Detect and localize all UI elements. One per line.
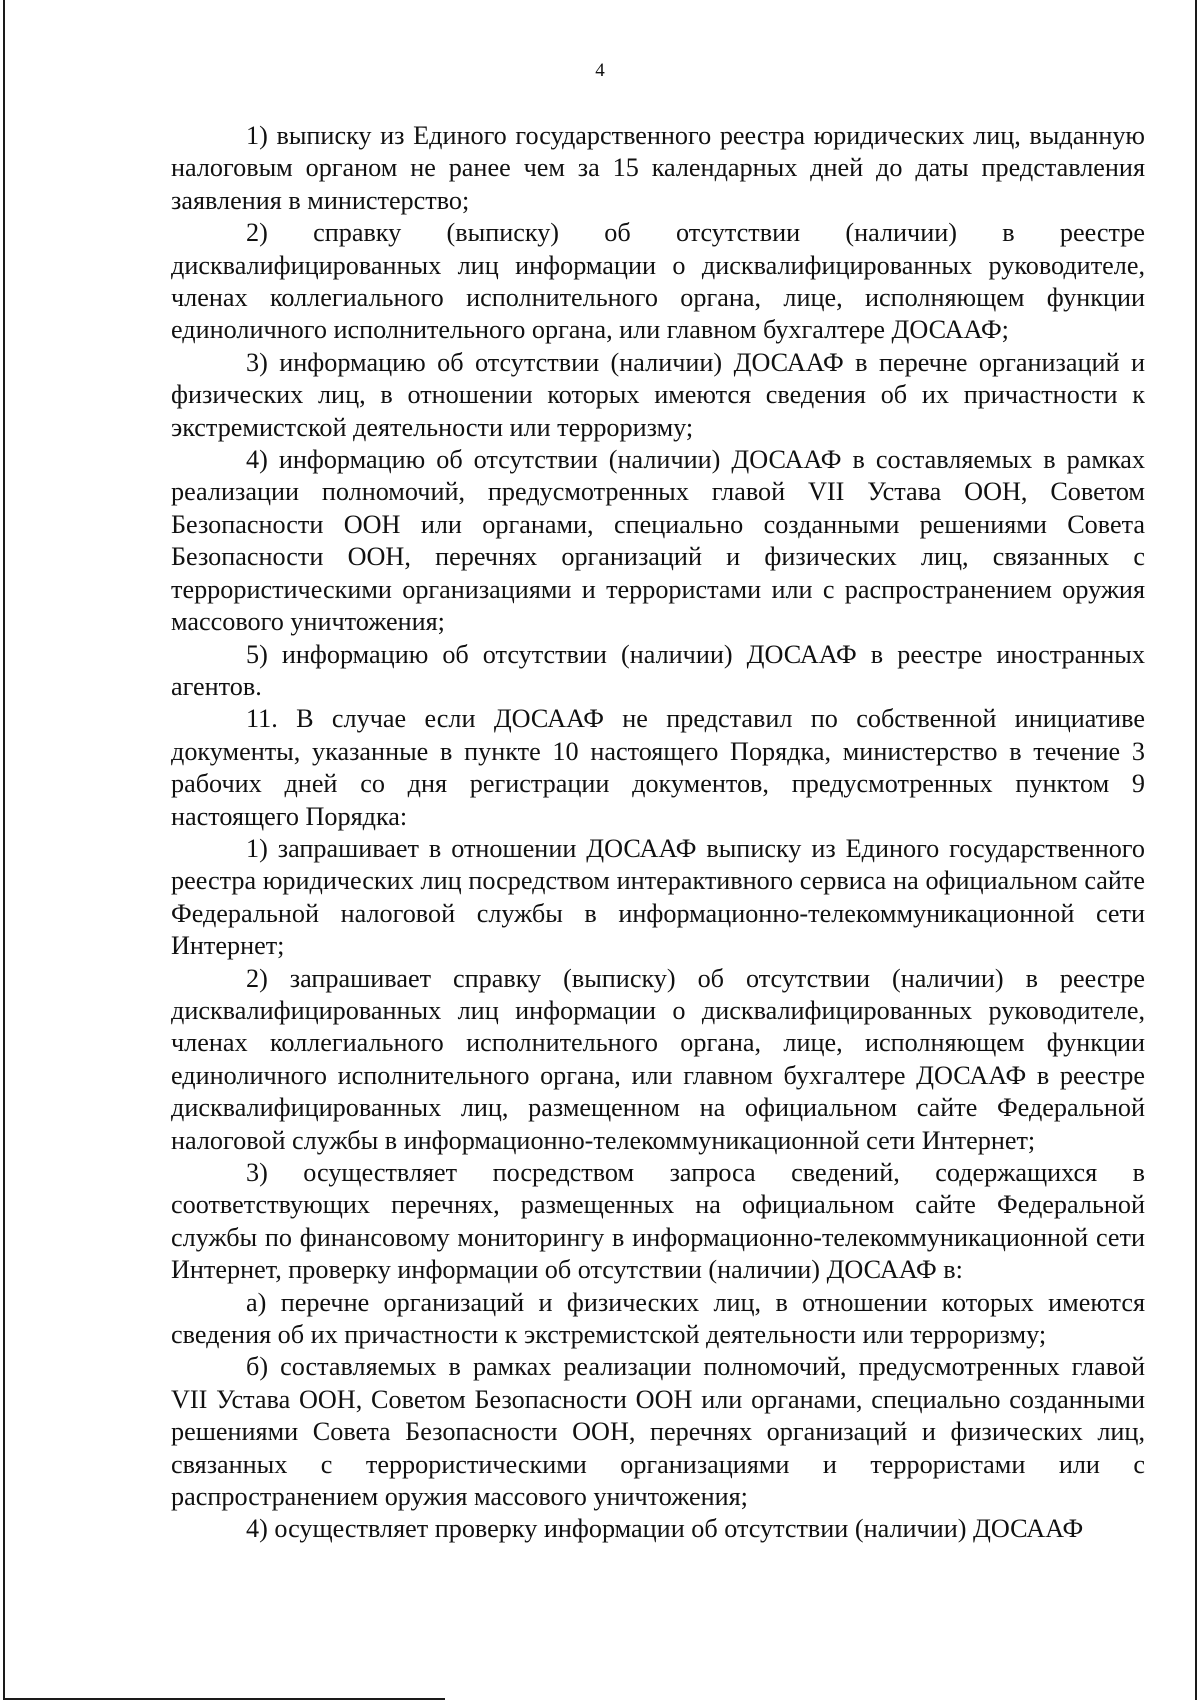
paragraph-item-4: 4) информацию об отсутствии (наличии) ДОСААФ в составляемых в рамках реализации полномочий, предусмотренных главой VII Устава ООН, Советом Безопасности ООН или органами, специально созданными решениями Совета Безопасности ООН, перечнях организаций и физических лиц, связанных с террористическими организациями и террористами или с распространением оружия массового уничтожения;: [171, 445, 1145, 637]
paragraph-item-2: 2) справку (выписку) об отсутствии (наличии) в реестре дисквалифицированных лиц информации о дисквалифицированных руководителе, членах коллегиального исполнительного органа, лице, исполняющем функции единоличного исполнительного органа, или главном бухгалтере ДОСААФ;: [171, 218, 1145, 345]
paragraph-subitem-a: а) перечне организаций и физических лиц, в отношении которых имеются сведения об их причастности к экстремистской деятельности или терроризму;: [171, 1287, 1145, 1350]
paragraph-clause-11-item-4: 4) осуществляет проверку информации об отсутствии (наличии) ДОСААФ: [246, 1514, 1084, 1544]
paragraph-clause-11-item-2: 2) запрашивает справку (выписку) об отсутствии (наличии) в реестре дисквалифицированных лиц информации о дисквалифицированных руководителе, членах коллегиального исполнительного органа, лице, исполняющем функции единоличного исполнительного органа, или главном бухгалтере ДОСААФ в реестре дисквалифицированных лиц, размещенном на официальном сайте Федеральной налоговой службы в информационно-телекоммуникационной сети Интернет;: [171, 963, 1145, 1155]
paragraph-clause-11-item-3: 3) осуществляет посредством запроса сведений, содержащихся в соответствующих перечнях, размещенных на официальном сайте Федеральной службы по финансовому мониторингу в информационно-телекоммуникационной сети Интернет, проверку информации об отсутствии (наличии) ДОСААФ в:: [171, 1158, 1145, 1285]
paragraph-clause-11-item-1: 1) запрашивает в отношении ДОСААФ выписку из Единого государственного реестра юридических лиц посредством интерактивного сервиса на официальном сайте Федеральной налоговой службы в информационно-телекоммуникационной сети Интернет;: [171, 833, 1145, 961]
paragraph-item-1: 1) выписку из Единого государственного реестра юридических лиц, выданную налоговым органом не ранее чем за 15 календарных дней до даты представления заявления в министерство;: [171, 121, 1145, 215]
document-body: [171, 120, 1145, 1546]
scan-edge-left: [3, 0, 5, 1700]
page-number: 4: [595, 60, 605, 81]
scan-edge-right: [1195, 0, 1197, 1700]
paragraph-item-3: 3) информацию об отсутствии (наличии) ДОСААФ в перечне организаций и физических лиц, в отношении которых имеются сведения об их причастности к экстремистской деятельности или терроризму;: [171, 347, 1145, 442]
paragraph-subitem-b: б) составляемых в рамках реализации полномочий, предусмотренных главой VII Устава ООН, Советом Безопасности ООН или органами, специально созданными решениями Совета Безопасности ООН, перечнях организаций и физических лиц, связанных с террористическими организациями и террористами или с распространением оружия массового уничтожения;: [171, 1352, 1145, 1512]
paragraph-item-5: 5) информацию об отсутствии (наличии) ДОСААФ в реестре иностранных агентов.: [171, 639, 1145, 701]
paragraph-clause-11: 11. В случае если ДОСААФ не представил по собственной инициативе документы, указанные в пункте 10 настоящего Порядка, министерство в течение 3 рабочих дней со дня регистрации документов, предусмотренных пунктом 9 настоящего Порядка:: [171, 704, 1145, 831]
